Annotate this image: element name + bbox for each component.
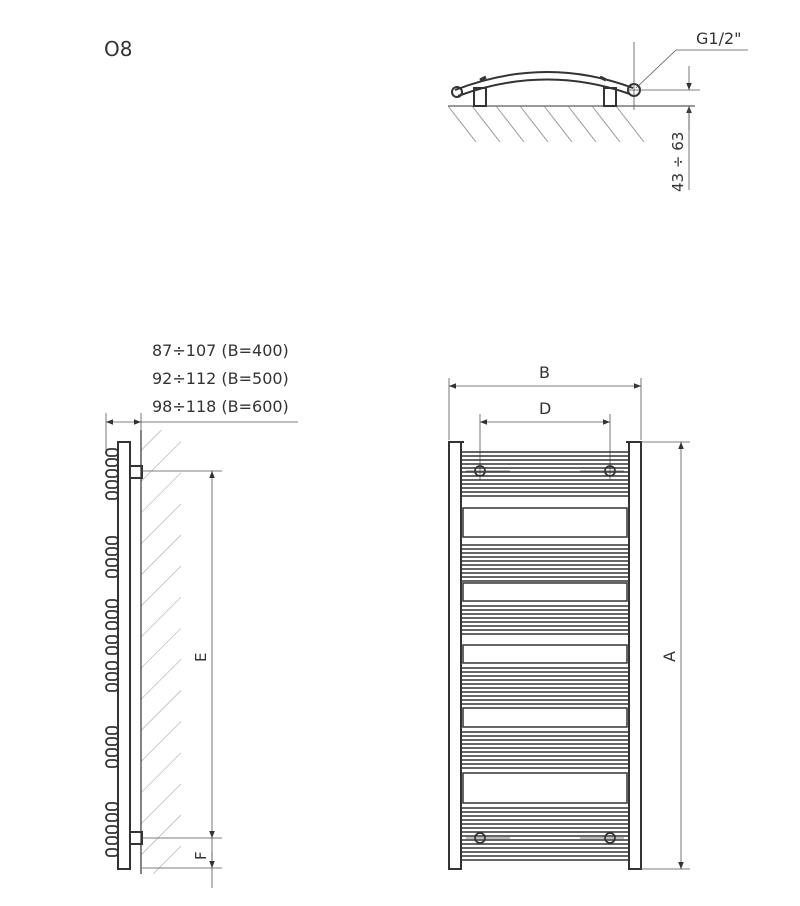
- rail-tube: [461, 606, 629, 610]
- rail-tube: [461, 614, 629, 618]
- rail-tube: [461, 756, 629, 760]
- rail-tube: [461, 484, 629, 488]
- rail-tube: [461, 748, 629, 752]
- tube-stub: [106, 548, 118, 555]
- tube-stubs: [106, 449, 118, 856]
- rail-gap-frame: [463, 508, 627, 537]
- tube-stub: [106, 662, 118, 669]
- rail-gap-frame: [463, 583, 627, 601]
- upper-bracket: [130, 466, 142, 478]
- tube-stub: [106, 647, 118, 654]
- rail-tube: [461, 700, 629, 704]
- tube-stub: [106, 760, 118, 767]
- rail-tube: [461, 848, 629, 852]
- rail-tube: [461, 808, 629, 812]
- tube-stub: [106, 749, 118, 756]
- front-brackets: [466, 466, 624, 843]
- dim-b-label: B: [539, 363, 550, 382]
- spacing-label-400: 87÷107 (B=400): [152, 341, 289, 360]
- tube-stub: [106, 814, 118, 821]
- rail-tube: [461, 816, 629, 820]
- tube-stub: [106, 826, 118, 833]
- tube-stub: [106, 673, 118, 680]
- dim-e-label: E: [192, 652, 210, 662]
- left-column: [449, 442, 461, 869]
- rail-tube: [461, 452, 629, 456]
- tube-stub: [106, 492, 118, 499]
- tube-stub: [106, 803, 118, 810]
- rail-gap-frame: [463, 708, 627, 727]
- right-bracket: [604, 88, 616, 106]
- rail-tube: [461, 460, 629, 464]
- side-wall-hatch: [141, 430, 181, 874]
- tube-stub: [106, 622, 118, 629]
- thread-label: G1/2": [696, 29, 742, 48]
- top-wall-hatch: [448, 106, 695, 142]
- rail-gap-frame: [463, 773, 627, 803]
- tube-stub: [106, 611, 118, 618]
- rail-tube: [461, 824, 629, 828]
- offset-label: 43 ÷ 63: [669, 131, 687, 192]
- rail-tube: [461, 856, 629, 860]
- right-column: [629, 442, 641, 869]
- tube-stub: [106, 470, 118, 477]
- rail-tube: [461, 630, 629, 634]
- rail-tube: [461, 569, 629, 573]
- rail-tube: [461, 732, 629, 736]
- tube-stub: [106, 600, 118, 607]
- rail-tube: [461, 692, 629, 696]
- rail-tube: [461, 492, 629, 496]
- tube-stub: [106, 459, 118, 466]
- rail-tube: [461, 740, 629, 744]
- tube-stub: [106, 537, 118, 544]
- rail-tube: [461, 561, 629, 565]
- rail-tube: [461, 553, 629, 557]
- tube-stub: [106, 738, 118, 745]
- dim-a-label: A: [660, 651, 679, 662]
- tube-stub: [106, 849, 118, 856]
- side-view: [106, 341, 298, 888]
- top-view: [448, 29, 748, 192]
- rail-tube: [461, 840, 629, 844]
- rail-tube: [461, 676, 629, 680]
- tube-stub: [106, 727, 118, 734]
- tube-stub: [106, 481, 118, 488]
- rail-tube: [461, 622, 629, 626]
- tube-stub: [106, 559, 118, 566]
- horizontal-rails: [461, 452, 629, 860]
- rail-tube: [461, 668, 629, 672]
- rail-tube: [461, 684, 629, 688]
- rail-tube: [461, 764, 629, 768]
- dim-f-label: F: [192, 851, 210, 860]
- spacing-label-500: 92÷112 (B=500): [152, 369, 289, 388]
- tube-stub: [106, 570, 118, 577]
- radiator-column: [118, 442, 130, 869]
- tube-stub: [106, 449, 118, 456]
- rail-tube: [461, 545, 629, 549]
- rail-tube: [461, 832, 629, 836]
- lower-bracket: [130, 832, 142, 844]
- tube-stub: [106, 837, 118, 844]
- rail-tube: [461, 577, 629, 581]
- front-view: [449, 363, 690, 869]
- tube-stub: [106, 636, 118, 643]
- rail-tube: [461, 476, 629, 480]
- tube-stub: [106, 684, 118, 691]
- rail-gap-frame: [463, 645, 627, 663]
- model-code: O8: [104, 37, 133, 61]
- dim-d-label: D: [539, 399, 552, 418]
- spacing-label-600: 98÷118 (B=600): [152, 397, 289, 416]
